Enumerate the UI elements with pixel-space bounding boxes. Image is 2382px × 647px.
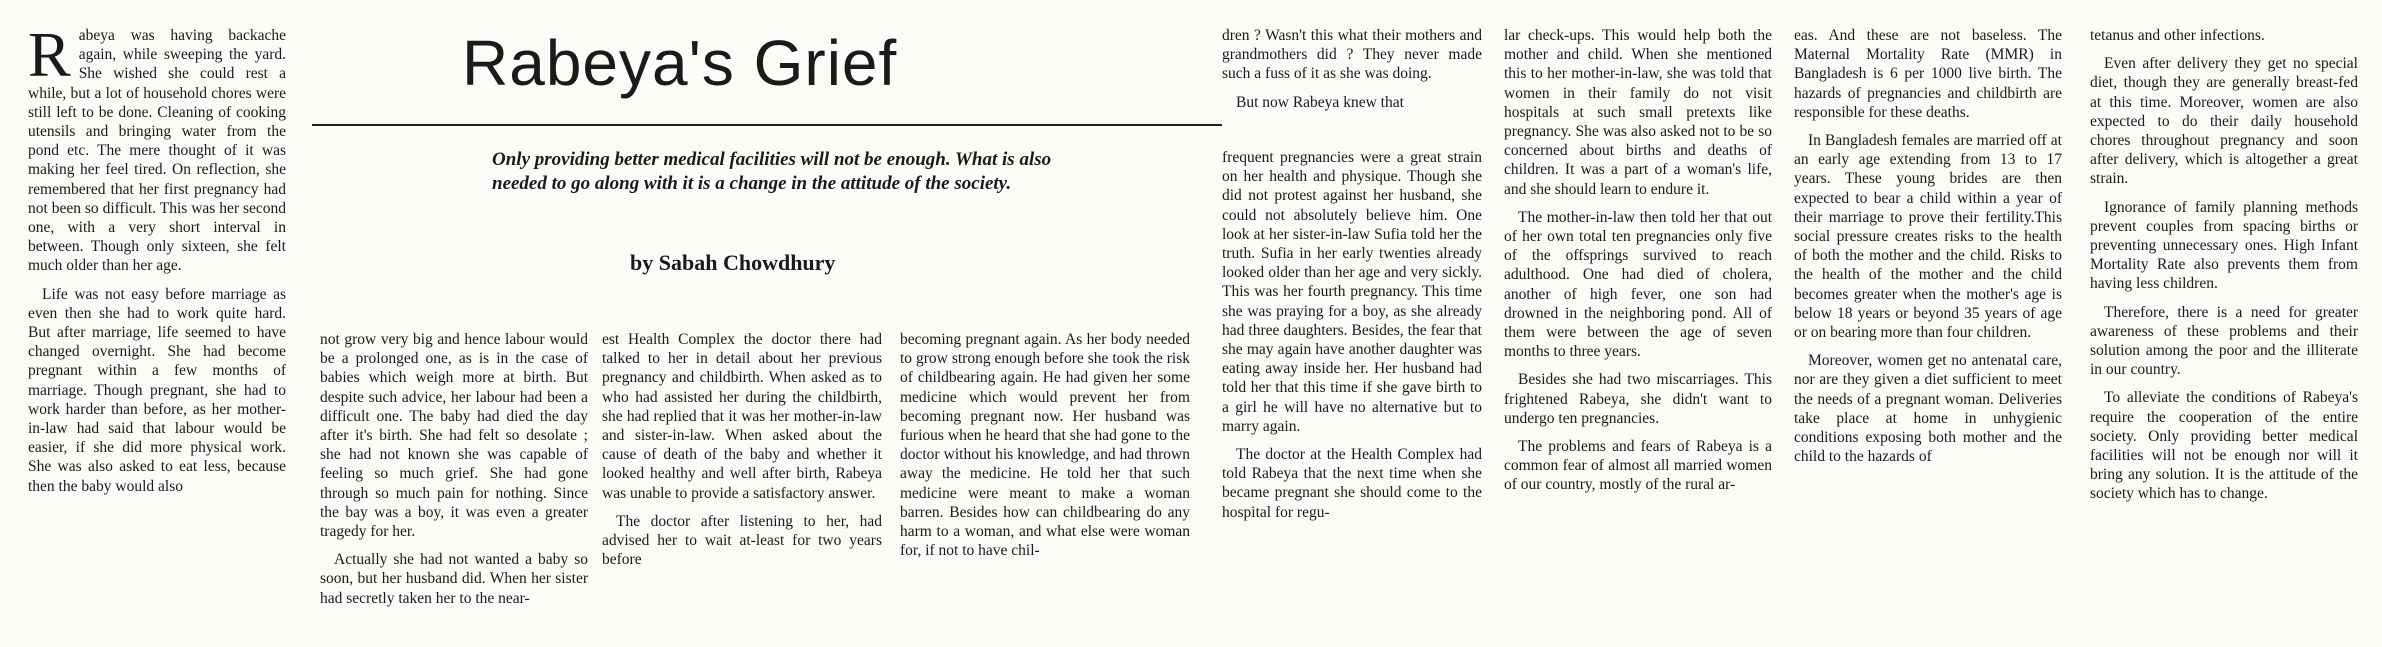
paragraph: not grow very big and hence labour would be a prolonged one, as is in the case of babies which weigh more at birth. But despite such advice, her labour had been a difficult one. The baby had died the day after it's birth. She had felt so desolate ; she had not known she was capable of feeling so much grief. She had gone through so much pain for nothing. Since the bay was a boy, it was even a greater tragedy for her. <box>320 331 588 541</box>
article-column-7 <box>1794 26 2062 475</box>
paragraph: Ignorance of family planning methods prevent couples from spacing births or preventing unnecessary ones. High Infant Mortality Rate also prevents them from having less children. <box>2090 198 2358 293</box>
title-rule <box>312 124 1222 126</box>
paragraph: To alleviate the conditions of Rabeya's require the cooperation of the entire society. Only providing better medical facilities will not be enough nor will it bring any solution. It is the attitude of the society which has to change. <box>2090 389 2358 503</box>
paragraph: Therefore, there is a need for greater awareness of these problems and their solution among the poor and the illiterate in our country. <box>2090 303 2358 379</box>
paragraph: abeya was having backache again, while sweeping the yard. She wished she could rest a while, but a lot of household chores were still left to be done. Cleaning of cooking utensils and bringing water from the pond etc. The mere thought of it was making her feel tired. On reflection, she remembered that her first pregnancy had not been so difficult. This was her second one, with a very short interval in between. Though only sixteen, she felt much older than her age. <box>28 27 286 275</box>
article-column-4 <box>900 330 1190 569</box>
article-column-5 <box>1222 148 1482 531</box>
paragraph: But now Rabeya knew that <box>1236 93 1404 111</box>
paragraph: The problems and fears of Rabeya is a common fear of almost all married women of our country, mostly of the rural ar- <box>1504 438 1772 494</box>
article-standfirst: Only providing better medical facilities will not be enough. What is also needed to go along with it is a change in the attitude of the society. <box>492 149 1052 194</box>
paragraph: eas. And these are not baseless. The Maternal Mortality Rate (MMR) in Bangladesh is 6 per 1000 live birth. The hazards of pregnancies and childbirth are responsible for these deaths. <box>1794 27 2062 121</box>
paragraph: Besides she had two miscarriages. This frightened Rabeya, she didn't want to undergo ten pregnancies. <box>1504 371 1772 427</box>
paragraph: frequent pregnancies were a great strain on her health and physique. Though she did not protest against her husband, she could not absolutely believe him. One look at her sister-in-law Sufia told her the truth. Sufia in her early twenties already looked older than her age and very sickly. This was her fourth pregnancy. This time she was praying for a boy, as she already had three daughters. Besides, the fear that she may again have another daughter was eating away inside her. Her husband had told her that this time if she gave birth to a girl he will have no alternative but to marry again. <box>1222 149 1482 435</box>
article-byline: by Sabah Chowdhury <box>630 250 836 275</box>
article-masthead <box>312 20 1222 310</box>
drop-cap: R <box>28 19 71 90</box>
article-column-4-top <box>1222 26 1482 121</box>
paragraph: In Bangladesh females are married off at an early age extending from 13 to 17 years. These young brides are then expected to bear a child within a year of their marriage to prove their fertility.This social pressure creates risks to the health of both the mother and the child. Risks to the health of the mother and the child becomes greater when the mother's age is below 18 years or beyond 35 years of age or on bearing more than four children. <box>1794 132 2062 342</box>
paragraph: The mother-in-law then told her that out of her own total ten pregnancies only five of the offsprings survived to reach adulthood. One had died of cholera, another of high fever, one son had drowned in the neighboring pond. All of them were between the age of seven months to three years. <box>1504 208 1772 361</box>
article-column-1 <box>28 19 286 505</box>
article-column-8 <box>2090 26 2358 513</box>
paragraph: tetanus and other infections. <box>2090 27 2265 44</box>
paragraph: becoming pregnant again. As her body needed to grow strong enough before she took the risk of childbearing again. He had given her some medicine which would prevent her from becoming pregnant now. Her husband was furious when he heard that she had gone to the doctor without his knowledge, and had thrown away the medicine. He told her that such medicine were meant to make a woman barren. Besides how can childbearing do any harm to a woman, and what else were woman for, if not to have chil- <box>900 331 1190 560</box>
paragraph: Life was not easy before marriage as even then she had to work quite hard. But after marriage, life seemed to have changed overnight. She had become pregnant within a few months of marriage. Though pregnant, she had to work harder than before, as her mother-in-law had said that labour would be easier, if she did more physical work. She was also asked to eat less, because then the baby would also <box>28 285 286 495</box>
paragraph: Moreover, women get no antenatal care, nor are they given a diet sufficient to meet the needs of a pregnant woman. Deliveries take place at home in unhygienic conditions exposing both mother and the child to the hazards of <box>1794 352 2062 466</box>
paragraph: The doctor after listening to her, had advised her to wait at-least for two years before <box>602 512 882 569</box>
paragraph: dren ? Wasn't this what their mothers and grandmothers did ? They never made such a fuss of it as she was doing. <box>1222 27 1482 83</box>
article-title: Rabeya's Grief <box>462 27 898 99</box>
paragraph: Even after delivery they get no special diet, though they are generally breast-fed at this time. Moreover, women are also expected to do their daily household chores throughout pregnancy and soon after delivery, which is altogether a great strain. <box>2090 55 2358 188</box>
article-column-3 <box>602 330 882 578</box>
paragraph: lar check-ups. This would help both the mother and child. When she mentioned this to her mother-in-law, she was told that women in their family do not visit hospitals at such small pretexts like pregnancy. She was also asked not to be so concerned about births and deaths of children. It was a part of a woman's life, and she should learn to endure it. <box>1504 27 1772 198</box>
paragraph: Actually she had not wanted a baby so soon, but her husband did. When her sister had secretly taken her to the near- <box>320 551 588 607</box>
paragraph: est Health Complex the doctor there had talked to her in detail about her previous pregnancy and childbirth. When asked as to who had assisted her during the childbirth, she had replied that it was her mother-in-law and sister-in-law. When asked about the cause of death of the baby and whether it looked healthy and well after birth, Rabeya was unable to provide a satisfactory answer. <box>602 331 882 502</box>
article-column-6 <box>1504 26 1772 504</box>
paragraph: The doctor at the Health Complex had told Rabeya that the next time when she became pregnant she should come to the hospital for regu- <box>1222 446 1482 521</box>
article-column-2 <box>320 330 588 617</box>
